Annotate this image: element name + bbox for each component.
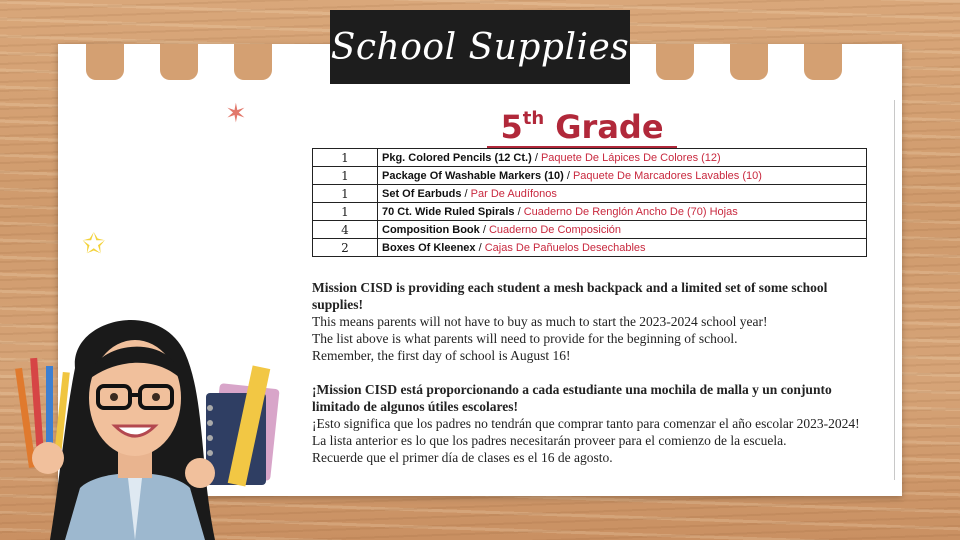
item-separator: /	[461, 187, 471, 200]
table-row	[313, 149, 867, 167]
item-spanish: Cuaderno De Renglón Ancho De (70) Hojas	[523, 205, 738, 218]
teacher-avatar-icon	[10, 298, 280, 540]
item-spanish: Cuaderno De Composición	[488, 223, 622, 236]
item-cell	[378, 167, 867, 185]
item-english: 70 Ct. Wide Ruled Spirals	[382, 205, 515, 218]
item-cell	[378, 203, 867, 221]
supply-table	[312, 148, 867, 257]
quantity-cell: 1	[313, 167, 378, 185]
item-cell	[378, 221, 867, 239]
sparkle-yellow-icon: ✩	[82, 228, 106, 259]
item-english: Boxes Of Kleenex	[382, 241, 476, 254]
quantity-cell: 2	[313, 239, 378, 257]
grade-word: Grade	[555, 108, 664, 146]
table-row	[313, 167, 867, 185]
table-row	[313, 185, 867, 203]
item-separator: /	[563, 169, 573, 182]
notes-es-headline: ¡Mission CISD está proporcionando a cada estudiante una mochila de malla y un conjunto limitado de algunos útiles escolares!	[312, 382, 832, 414]
item-spanish: Paquete De Lápices De Colores (12)	[540, 151, 721, 164]
sparkle-red-icon: ✶	[225, 98, 247, 128]
paper-tab	[656, 44, 694, 80]
item-separator: /	[479, 223, 489, 236]
notes-en-line: This means parents will not have to buy as much to start the 2023-2024 school year!	[312, 314, 768, 329]
table-row	[313, 239, 867, 257]
grade-suffix: th	[522, 108, 545, 129]
item-separator: /	[514, 205, 524, 218]
item-cell	[378, 149, 867, 167]
notes-es-line: La lista anterior es lo que los padres necesitarán proveer para el comienzo de la escuela.	[312, 433, 787, 448]
item-cell	[378, 185, 867, 203]
grade-heading	[487, 100, 677, 149]
notes-es-line: Recuerde que el primer día de clases es el 16 de agosto.	[312, 450, 613, 465]
notes-spacer	[312, 364, 877, 381]
notes-block	[312, 279, 877, 466]
item-english: Pkg. Colored Pencils (12 Ct.)	[382, 151, 532, 164]
item-spanish: Cajas De Pañuelos Desechables	[484, 241, 646, 254]
page-title-text: School Supplies	[330, 26, 630, 68]
table-row	[313, 221, 867, 239]
paper-tab	[160, 44, 198, 80]
grade-number: 5	[500, 108, 523, 146]
paper-tab	[234, 44, 272, 80]
paper-tab	[86, 44, 124, 80]
item-spanish: Par De Audífonos	[470, 187, 557, 200]
quantity-cell: 1	[313, 203, 378, 221]
page-edge-line	[894, 100, 895, 480]
quantity-cell: 1	[313, 185, 378, 203]
item-separator: /	[475, 241, 485, 254]
item-cell	[378, 239, 867, 257]
item-english: Composition Book	[382, 223, 480, 236]
item-english: Set Of Earbuds	[382, 187, 462, 200]
item-spanish: Paquete De Marcadores Lavables (10)	[572, 169, 762, 182]
notes-en-line: Remember, the first day of school is August 16!	[312, 348, 571, 363]
notes-en-headline: Mission CISD is providing each student a mesh backpack and a limited set of some school supplies!	[312, 280, 828, 312]
paper-tab	[730, 44, 768, 80]
item-separator: /	[531, 151, 541, 164]
notes-es-line: ¡Esto significa que los padres no tendrán que comprar tanto para comenzar el año escolar 2023-2024!	[312, 416, 860, 431]
page-title	[330, 10, 630, 84]
quantity-cell: 1	[313, 149, 378, 167]
notes-en-line: The list above is what parents will need to provide for the beginning of school.	[312, 331, 738, 346]
paper-tab	[804, 44, 842, 80]
item-english: Package Of Washable Markers (10)	[382, 169, 564, 182]
quantity-cell: 4	[313, 221, 378, 239]
table-row	[313, 203, 867, 221]
